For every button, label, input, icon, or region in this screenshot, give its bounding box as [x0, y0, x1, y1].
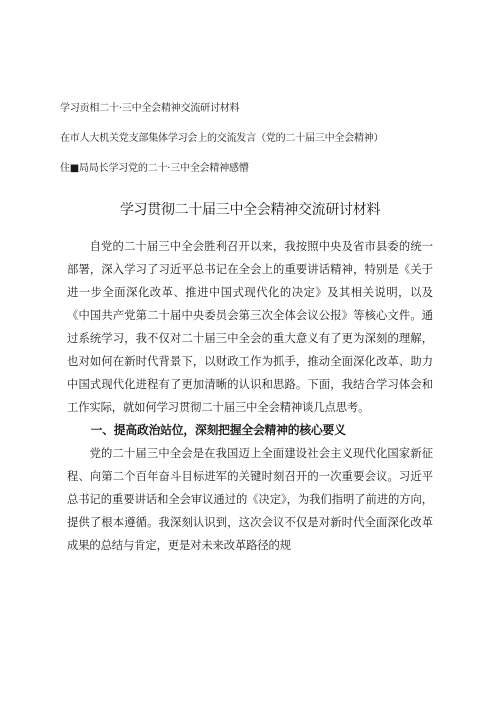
intro-paragraph: 自党的二十届三中全会胜利召开以来，我按照中央及省市县委的统一部署，深入学习了习近平总书记在全会上的重要讲话精神，特别是《关于进一步全面深化改革、推进中国式现代化的决定》及其相关说明，以及《中国共产党第二十届中央委员会第三次全体会议公报》等核心文件。通过系统学习，我不仅对二十届三中全会的重大意义有了更为深刻的理解，也对如何在新时代背景下，以财政工作为抓手，推动全面深化改革、助力中国式现代化进程有了更加清晰的认识和思路。下面，我结合学习体会和工作实际，就如何学习贯彻二十届三中全会精神谈几点思考。 [67, 240, 433, 414]
related-article-2[interactable]: 在市人大机关党支部集体学习会上的交流发言（党的二十届三中全会精神） [60, 133, 384, 144]
document-title: 学习贯彻二十届三中全会精神交流研讨材料 [119, 202, 381, 218]
related-article-3[interactable]: 住■局局长学习党的二十·三中全会精神感懵 [60, 163, 249, 174]
related-article-1[interactable]: 学习贡相二十·三中全会精神交流研讨材料 [60, 103, 240, 114]
document-body [67, 235, 433, 557]
section-1-paragraph: 党的二十届三中全会是在我国迈上全面建设社会主义现代化国家新征程、向第二个百年奋斗目标进军的关键时刻召开的一次重要会议。习近平总书记的重要讲话和全会审议通过的《决定》，为我们指明了前进的方向，提供了根本遵循。我深刻认识到，这次会议不仅是对新时代全面深化改革成果的总结与肯定，更是对未来改革路径的规 [67, 447, 433, 552]
related-articles-list [60, 102, 460, 192]
section-heading-1: 一、提高政治站位，深刻把握全会精神的核心要义 [90, 423, 346, 437]
